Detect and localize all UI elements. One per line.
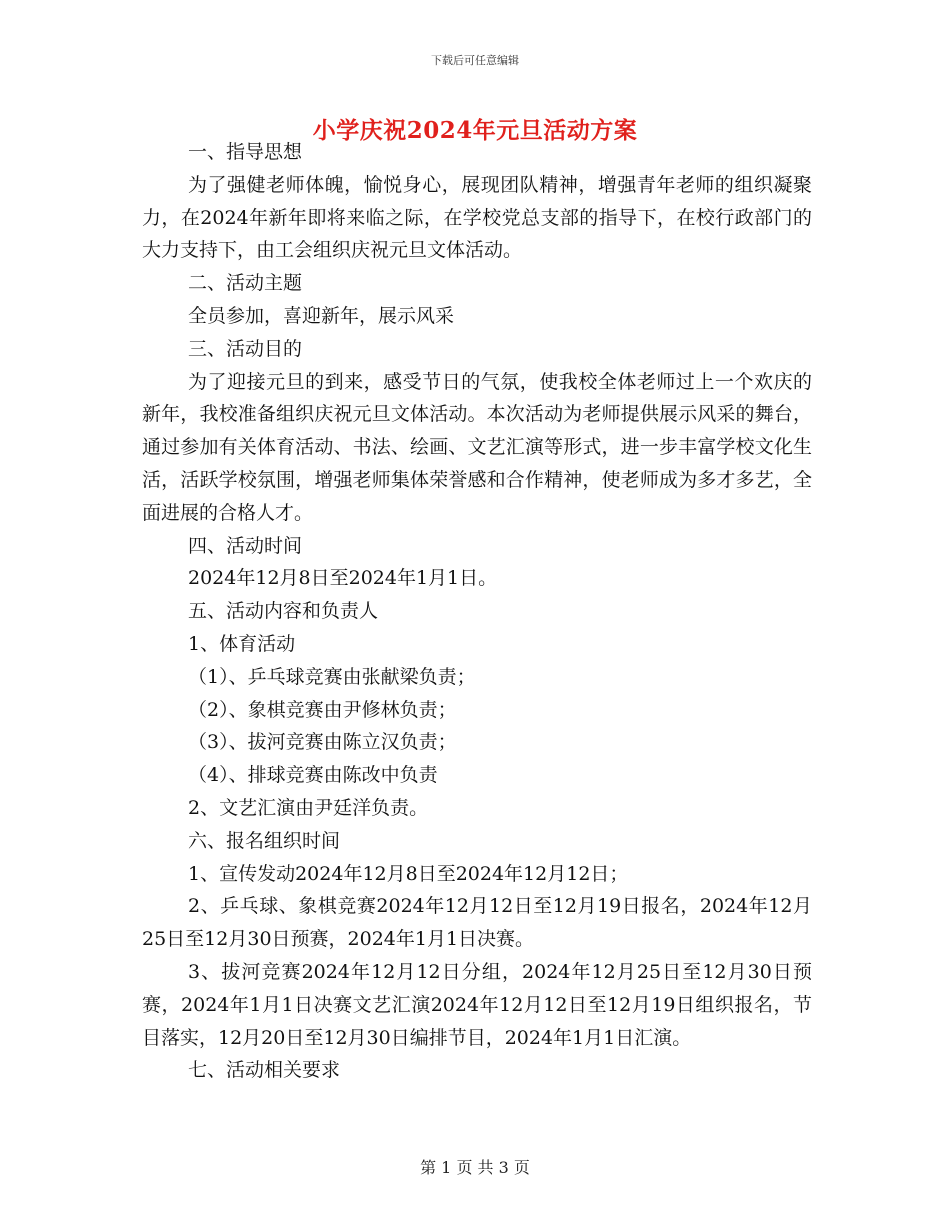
list-item-sports: 1、体育活动 (188, 632, 296, 655)
page-header-note: 下载后可任意编辑 (431, 54, 519, 67)
section-heading-registration: 六、报名组织时间 (188, 829, 341, 852)
section-heading-guiding-ideology: 一、指导思想 (188, 141, 303, 163)
list-item-tug-of-war-schedule: 3、拔河竞赛2024年12月12日分组，2024年12月25日至12月30日预赛，2024年1月1日决赛文艺汇演2024年12月12日至12月19日组织报名，节目落实，12月20日至12月30日编排节目，2024年1月1日汇演。 (142, 960, 812, 1049)
page-number: 第 1 页 共 3 页 (420, 1158, 530, 1177)
section-heading-theme: 二、活动主题 (188, 272, 303, 295)
section-heading-requirements: 七、活动相关要求 (188, 1059, 341, 1082)
section-heading-content: 五、活动内容和负责人 (188, 600, 379, 623)
paragraph-theme: 全员参加，喜迎新年，展示风采 (188, 304, 455, 327)
list-item-promotion: 1、宣传发动2024年12月8日至2024年12月12日； (188, 862, 629, 885)
list-item-tug-of-war: （3）、拔河竞赛由陈立汉负责； (188, 731, 457, 754)
list-item-pingpong: （1）、乒乓球竞赛由张献梁负责； (188, 665, 476, 688)
list-item-performance: 2、文艺汇演由尹廷洋负责。 (188, 796, 429, 819)
list-item-chess: （2）、象棋竞赛由尹修林负责； (188, 698, 457, 721)
paragraph-guiding-ideology: 为了强健老师体魄，愉悦身心，展现团队精神，增强青年老师的组织凝聚力，在2024年新年即将来临之际，在学校党总支部的指导下，在校行政部门的大力支持下，由工会组织庆祝元旦文体活动。 (142, 173, 812, 262)
paragraph-purpose: 为了迎接元旦的到来，感受节日的气氛，使我校全体老师过上一个欢庆的新年，我校准备组织庆祝元旦文体活动。本次活动为老师提供展示风采的舞台，通过参加有关体育活动、书法、绘画、文艺汇演等形式，进一步丰富学校文化生活，活跃学校氛围，增强老师集体荣誉感和合作精神，使老师成为多才多艺，全面进展的合格人才。 (142, 370, 812, 524)
list-item-pingpong-chess-schedule: 2、乒乓球、象棋竞赛2024年12月12日至12月19日报名，2024年12月25日至12月30日预赛，2024年1月1日决赛。 (142, 895, 812, 951)
document-body (142, 136, 812, 1087)
list-item-volleyball: （4）、排球竞赛由陈改中负责 (188, 764, 438, 787)
section-heading-purpose: 三、活动目的 (188, 337, 303, 360)
document-title: 小学庆祝2024年元旦活动方案 (312, 117, 638, 144)
paragraph-time: 2024年12月8日至2024年1月1日。 (188, 567, 498, 590)
section-heading-time: 四、活动时间 (188, 534, 303, 557)
